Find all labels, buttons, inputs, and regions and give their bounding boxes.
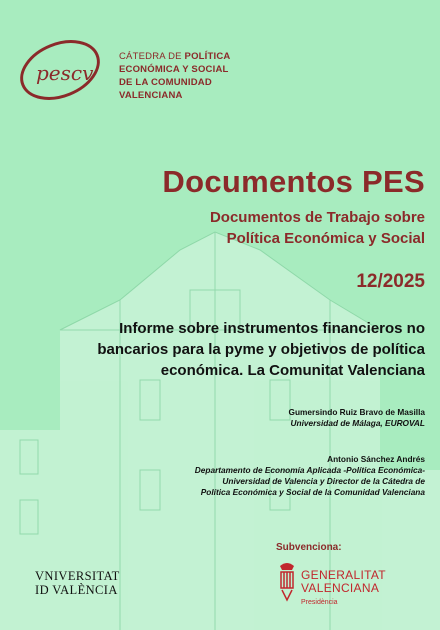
author-affiliation-line2: Universidad de Valencia y Director de la Cátedra de	[222, 476, 425, 486]
university-line1: VNIVERSITAT	[35, 569, 120, 583]
author-block	[289, 407, 425, 429]
university-logo	[35, 569, 120, 597]
pescv-logo-icon	[14, 38, 114, 108]
author-name: Antonio Sánchez Andrés	[327, 454, 425, 464]
report-title-line2: bancarios para la pyme y objetivos de política	[97, 341, 425, 358]
logo-line2: ECONÓMICA Y SOCIAL	[119, 64, 229, 75]
gva-line2: VALENCIANA	[301, 581, 380, 595]
generalitat-text	[301, 569, 386, 609]
logo-line3: DE LA COMUNIDAD	[119, 77, 212, 88]
logo-line1-bold: POLÍTICA	[184, 51, 231, 62]
gva-line1: GENERALITAT	[301, 568, 386, 582]
author-affiliation: Universidad de Málaga, EUROVAL	[290, 418, 425, 428]
logo-line1-prefix: CÁTEDRA DE	[119, 51, 185, 62]
author-affiliation-line1: Departamento de Economía Aplicada -Política Económica-	[194, 465, 425, 475]
report-title-line1: Informe sobre instrumentos financieros no	[119, 320, 425, 337]
report-title-line3: económica. La Comunitat Valenciana	[160, 362, 425, 379]
logo-mark-text: pescv	[36, 61, 94, 85]
logo-line4: VALENCIANA	[119, 90, 183, 101]
university-line2: ID VALÈNCIA	[35, 583, 118, 597]
report-title	[25, 318, 425, 381]
document-series-subtitle	[210, 207, 425, 249]
gva-line3: Presidència	[301, 599, 338, 606]
author-affiliation-line3: Política Económica y Social de la Comunidad Valenciana	[200, 487, 425, 497]
subtitle-line2: Política Económica y Social	[226, 230, 425, 247]
subtitle-line1: Documentos de Trabajo sobre	[209, 209, 425, 226]
author-block	[95, 454, 425, 498]
logo-text	[119, 50, 230, 102]
subvenciona-label: Subvenciona:	[276, 542, 342, 553]
generalitat-emblem-icon	[276, 560, 298, 604]
document-number: 12/2025	[356, 271, 425, 292]
author-name: Gumersindo Ruiz Bravo de Masilla	[288, 407, 425, 417]
document-series-title: Documentos PES	[162, 164, 425, 199]
